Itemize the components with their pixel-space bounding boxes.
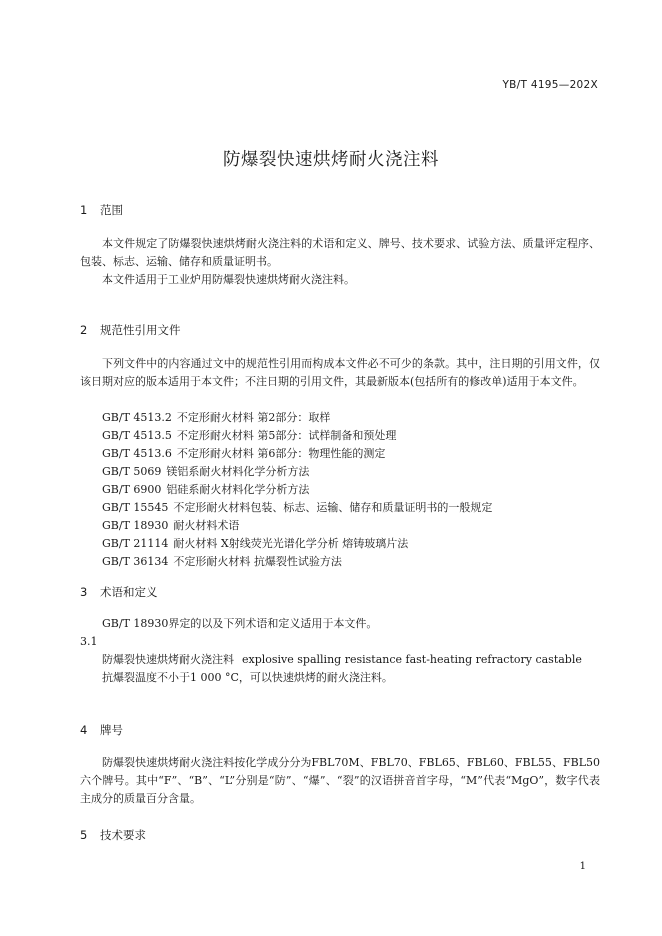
reference-name: 铝硅系耐火材料化学分析方法 bbox=[166, 483, 310, 496]
section-3-heading bbox=[80, 584, 158, 600]
reference-name: 镁铝系耐火材料化学分析方法 bbox=[166, 465, 310, 478]
reference-code: GB/T 4513.6 bbox=[102, 447, 172, 460]
section-title: 范围 bbox=[100, 203, 123, 217]
reference-code: GB/T 4513.5 bbox=[102, 429, 172, 442]
reference-name: 耐火材料术语 bbox=[173, 519, 240, 532]
term-number: 3.1 bbox=[80, 635, 98, 648]
section-number: 1 bbox=[80, 203, 88, 217]
section-5-heading bbox=[80, 827, 146, 843]
reference-code: GB/T 5069 bbox=[102, 465, 162, 478]
paragraph: 本文件适用于工业炉用防爆裂快速烘烤耐火浇注料。 bbox=[102, 273, 355, 286]
reference-name: 不定形耐火材料 抗爆裂性试验方法 bbox=[173, 555, 342, 568]
term-chinese: 防爆裂快速烘烤耐火浇注料 bbox=[102, 653, 234, 666]
section-title: 规范性引用文件 bbox=[100, 323, 181, 337]
section-3-intro bbox=[80, 615, 600, 633]
document-title: 防爆裂快速烘烤耐火浇注料 bbox=[223, 150, 439, 170]
reference-item bbox=[102, 463, 309, 481]
reference-name: 不定形耐火材料包装、标志、运输、储存和质量证明书的一般规定 bbox=[173, 501, 493, 514]
reference-item bbox=[102, 535, 408, 553]
section-title: 牌号 bbox=[100, 723, 123, 737]
section-4-heading bbox=[80, 722, 123, 738]
reference-item bbox=[102, 517, 239, 535]
reference-item bbox=[102, 553, 342, 571]
paragraph: GB/T 18930界定的以及下列术语和定义适用于本文件。 bbox=[102, 617, 378, 630]
section-2-intro bbox=[80, 355, 600, 391]
reference-name: 不定形耐火材料 第6部分：物理性能的测定 bbox=[176, 447, 386, 460]
paragraph: 防爆裂快速烘烤耐火浇注料按化学成分分为FBL70M、FBL70、FBL65、FBL60、FBL55、FBL50六个牌号。其中“F”、“B”、“L”分别是“防”、“爆”、“裂”的汉语拼音首字母，“M”代表“MgO”，数字代表主成分的质量百分含量。 bbox=[80, 756, 600, 805]
section-number: 3 bbox=[80, 585, 88, 599]
reference-code: GB/T 15545 bbox=[102, 501, 169, 514]
reference-code: GB/T 18930 bbox=[102, 519, 169, 532]
reference-name: 不定形耐火材料 第5部分：试样制备和预处理 bbox=[176, 429, 397, 442]
paragraph: 本文件规定了防爆裂快速烘烤耐火浇注料的术语和定义、牌号、技术要求、试验方法、质量评定程序、包装、标志、运输、储存和质量证明书。 bbox=[80, 237, 600, 268]
reference-item bbox=[102, 409, 330, 427]
term-definition: 抗爆裂温度不小于1 000 °C，可以快速烘烤的耐火浇注料。 bbox=[102, 671, 393, 684]
reference-item bbox=[102, 481, 309, 499]
section-number: 4 bbox=[80, 723, 88, 737]
reference-code: GB/T 6900 bbox=[102, 483, 162, 496]
reference-item bbox=[102, 499, 492, 517]
section-title: 技术要求 bbox=[100, 828, 146, 842]
section-4-body bbox=[80, 754, 600, 808]
reference-code: GB/T 36134 bbox=[102, 555, 169, 568]
section-1-heading bbox=[80, 202, 123, 218]
reference-code: GB/T 4513.2 bbox=[102, 411, 172, 424]
section-1-body bbox=[80, 235, 600, 289]
term-english: explosive spalling resistance fast-heating refractory castable bbox=[242, 653, 582, 666]
page-number: 1 bbox=[579, 861, 586, 872]
section-number: 2 bbox=[80, 323, 88, 337]
paragraph: 下列文件中的内容通过文中的规范性引用而构成本文件必不可少的条款。其中，注日期的引用文件，仅该日期对应的版本适用于本文件；不注日期的引用文件，其最新版本(包括所有的修改单)适用于本文件。 bbox=[80, 357, 600, 388]
reference-code: GB/T 21114 bbox=[102, 537, 169, 550]
reference-item bbox=[102, 445, 385, 463]
section-2-heading bbox=[80, 322, 181, 338]
reference-name: 耐火材料 X射线荧光光谱化学分析 熔铸玻璃片法 bbox=[173, 537, 409, 550]
section-title: 术语和定义 bbox=[100, 585, 158, 599]
standard-number: YB/T 4195—202X bbox=[502, 79, 598, 91]
term-entry bbox=[102, 651, 582, 669]
section-number: 5 bbox=[80, 828, 88, 842]
reference-item bbox=[102, 427, 396, 445]
reference-name: 不定形耐火材料 第2部分：取样 bbox=[176, 411, 331, 424]
